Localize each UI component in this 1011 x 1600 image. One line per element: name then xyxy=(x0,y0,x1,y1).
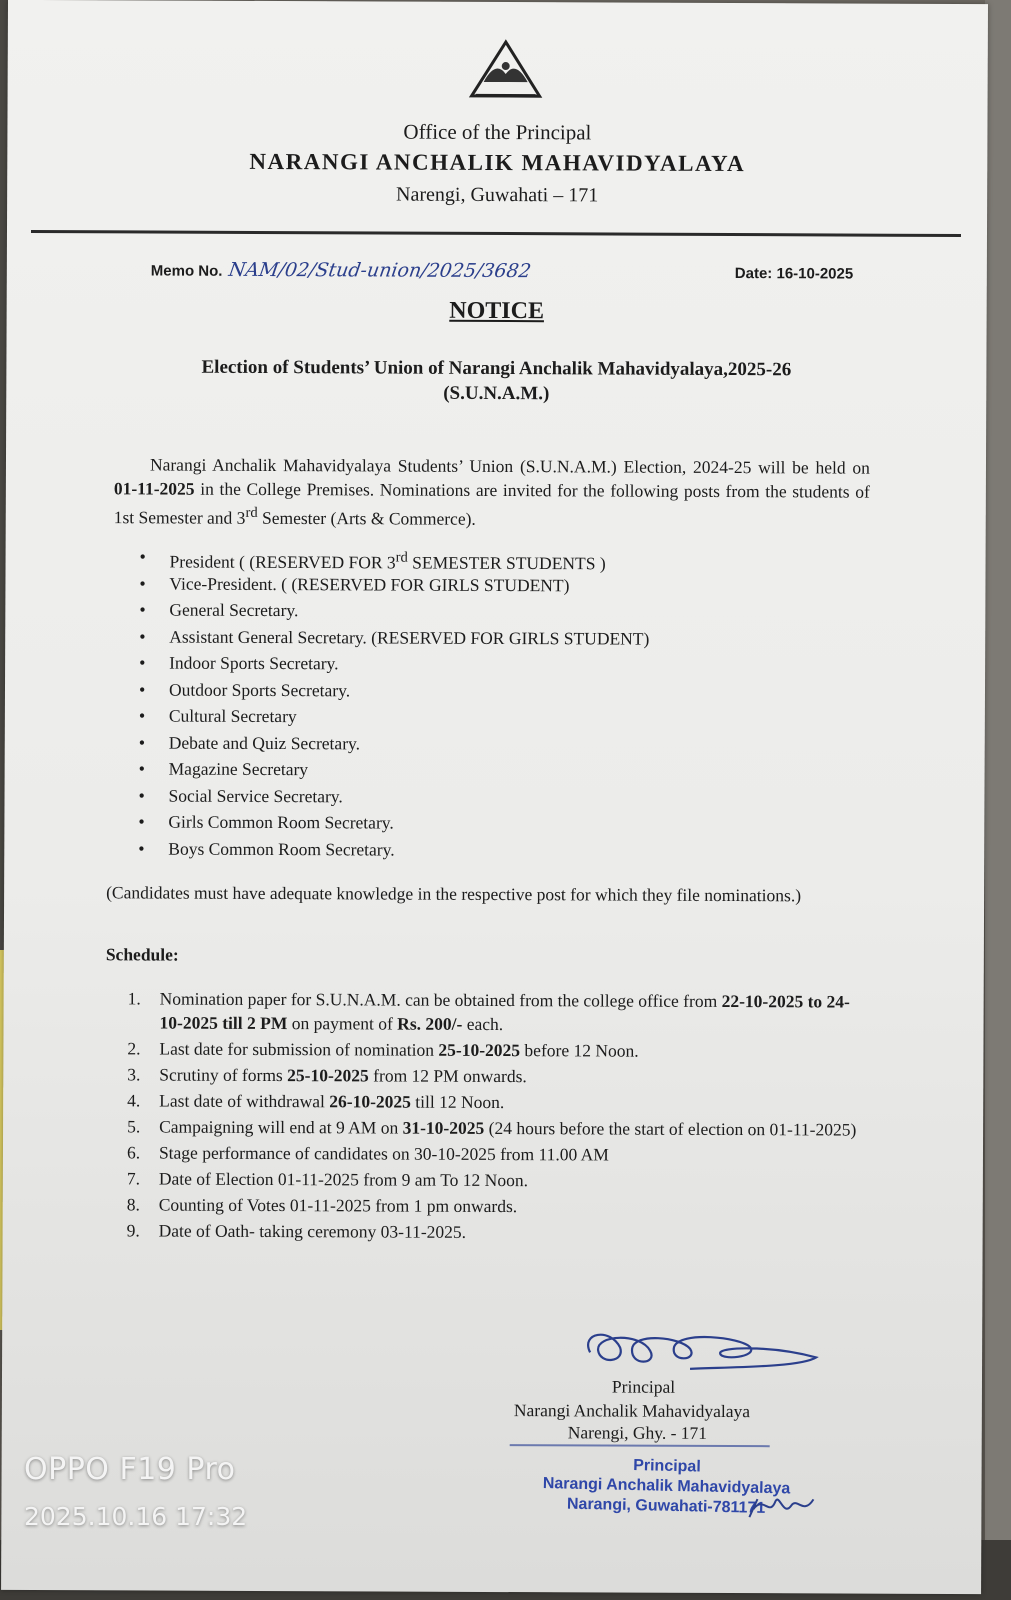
schedule-item xyxy=(121,1114,861,1141)
camera-timestamp-watermark: 2025.10.16 17:32 xyxy=(24,1502,248,1531)
notice-paper xyxy=(1,0,988,1594)
schedule-heading: Schedule: xyxy=(105,944,179,965)
subject-line-2: (S.U.N.A.M.) xyxy=(443,382,550,405)
memo-label: Memo No. xyxy=(150,262,223,280)
schedule-number: 9. xyxy=(126,1220,140,1241)
post-text: Cultural Secretary xyxy=(168,705,297,727)
camera-model-watermark: OPPO F19 Pro xyxy=(24,1452,236,1487)
subject-line-1: Election of Students’ Union of Narangi Anchalik Mahavidyalaya,2025-26 xyxy=(201,356,792,381)
stamp-college: Narangi Anchalik Mahavidyalaya xyxy=(542,1475,791,1498)
schedule-item xyxy=(121,1062,861,1089)
schedule-text: Nomination paper for S.U.N.A.M. can be obtained from the college office from xyxy=(159,988,722,1011)
candidates-note: (Candidates must have adequate knowledge in the respective post for which they file nominations.) xyxy=(106,882,802,906)
schedule-text: from 12 PM onwards. xyxy=(368,1065,527,1087)
schedule-number: 1. xyxy=(127,988,141,1009)
schedule-item xyxy=(121,1140,861,1167)
schedule-text: Stage performance of candidates on 30-10-2025 from 11.00 AM xyxy=(158,1142,609,1165)
signatory-title: Principal xyxy=(611,1376,676,1397)
post-item xyxy=(135,571,649,600)
schedule-item xyxy=(121,1218,861,1245)
post-text: Boys Common Room Secretary. xyxy=(168,838,395,860)
post-text: Girls Common Room Secretary. xyxy=(168,811,394,833)
schedule-text: Counting of Votes 01-11-2025 from 1 pm onwards. xyxy=(158,1194,518,1217)
schedule-highlight: 22-10-2025 to 24-10-2025 till 2 PM xyxy=(159,990,850,1034)
schedule-number: 5. xyxy=(127,1116,141,1137)
college-address: Narengi, Guwahati – 171 xyxy=(396,183,599,207)
memo-handwritten-number: NAM/02/Stud-union/2025/3682 xyxy=(226,258,533,283)
signatory-place: Narengi, Ghy. - 171 xyxy=(567,1422,708,1443)
schedule-text: on payment of xyxy=(287,1013,398,1034)
intro-paragraph xyxy=(114,452,870,532)
post-text: Outdoor Sports Secretary. xyxy=(168,679,351,700)
post-text: General Secretary. xyxy=(169,599,299,621)
post-superscript: rd xyxy=(395,549,408,566)
college-logo-icon xyxy=(466,38,546,102)
post-item xyxy=(135,703,649,732)
schedule-item xyxy=(121,986,861,1037)
stamp-initials-icon xyxy=(743,1487,823,1527)
post-text: Social Service Secretary. xyxy=(168,785,343,806)
principal-signature-icon xyxy=(570,1322,820,1383)
college-name: NARANGI ANCHALIK MAHAVIDYALAYA xyxy=(249,148,746,177)
post-item xyxy=(134,809,648,838)
post-item xyxy=(135,650,649,679)
stamp-title: Principal xyxy=(632,1457,701,1476)
schedule-number: 3. xyxy=(127,1064,141,1085)
schedule-highlight: Rs. 200/- xyxy=(397,1013,463,1034)
post-text: Vice-President. ( (RESERVED FOR GIRLS STUDENT) xyxy=(169,573,570,595)
post-text-suffix: SEMESTER STUDENTS ) xyxy=(407,552,606,574)
schedule-text: (24 hours before the start of election on 01-11-2025) xyxy=(484,1117,857,1140)
intro-superscript: rd xyxy=(245,504,258,521)
schedule-item xyxy=(121,1036,861,1063)
schedule-text: Last date for submission of nomination xyxy=(159,1038,439,1060)
schedule-highlight: 31-10-2025 xyxy=(402,1117,485,1138)
posts-list xyxy=(134,544,649,864)
post-text: Indoor Sports Secretary. xyxy=(169,652,339,674)
intro-text-1: Narangi Anchalik Mahavidyalaya Students’ Union (S.U.N.A.M.) Election, 2024-25 will be held on xyxy=(149,454,871,478)
office-heading: Office of the Principal xyxy=(403,119,592,145)
post-text: President ( (RESERVED FOR 3 xyxy=(169,551,396,573)
schedule-item xyxy=(121,1192,861,1219)
schedule-text: each. xyxy=(462,1013,504,1035)
schedule-text: Campaigning will end at 9 AM on xyxy=(159,1116,403,1138)
post-item xyxy=(135,756,649,785)
schedule-text: till 12 Noon. xyxy=(410,1091,505,1113)
post-item xyxy=(135,597,649,626)
schedule-highlight: 26-10-2025 xyxy=(329,1091,411,1112)
notice-subject xyxy=(66,354,926,408)
background-right xyxy=(985,0,1011,1600)
signatory-college: Narangi Anchalik Mahavidyalaya xyxy=(513,1400,751,1422)
schedule-number: 7. xyxy=(126,1168,141,1189)
post-text: Debate and Quiz Secretary. xyxy=(168,732,361,753)
post-item xyxy=(136,544,650,573)
schedule-number: 8. xyxy=(126,1194,140,1215)
memo-number xyxy=(151,258,531,282)
schedule-number: 4. xyxy=(127,1090,141,1111)
schedule-text: Last date of withdrawal xyxy=(159,1090,330,1112)
schedule-text: Scrutiny of forms xyxy=(159,1064,288,1086)
post-item xyxy=(135,677,649,706)
post-text: Assistant General Secretary. (RESERVED FOR GIRLS STUDENT) xyxy=(169,626,650,649)
schedule-highlight: 25-10-2025 xyxy=(287,1065,369,1086)
notice-title: NOTICE xyxy=(449,297,545,325)
schedule-text: before 12 Noon. xyxy=(520,1040,639,1061)
schedule-number: 2. xyxy=(127,1038,141,1059)
header-divider xyxy=(31,230,961,237)
stamp-address: Narangi, Guwahati-781171 xyxy=(566,1495,766,1517)
post-text: Magazine Secretary xyxy=(168,758,309,780)
schedule-item xyxy=(121,1088,861,1115)
schedule-number: 6. xyxy=(126,1142,141,1163)
post-item xyxy=(135,730,649,759)
election-date: 01-11-2025 xyxy=(113,478,195,499)
post-item xyxy=(135,624,649,653)
schedule-text: Date of Election 01-11-2025 from 9 am To 12 Noon. xyxy=(158,1168,529,1191)
post-item xyxy=(134,836,648,865)
intro-text-2: in the College Premises. Nominations are invited for the following posts from the students of 1st Semester and 3 xyxy=(113,478,870,528)
schedule-item xyxy=(121,1166,861,1193)
schedule-list xyxy=(121,986,862,1247)
notice-date: Date: 16-10-2025 xyxy=(734,265,854,283)
intro-text-3: Semester (Arts & Commerce). xyxy=(257,507,476,529)
post-item xyxy=(134,783,648,812)
schedule-highlight: 25-10-2025 xyxy=(438,1039,521,1061)
schedule-text: Date of Oath- taking ceremony 03-11-2025. xyxy=(158,1220,467,1242)
stamp-line xyxy=(510,1444,770,1447)
